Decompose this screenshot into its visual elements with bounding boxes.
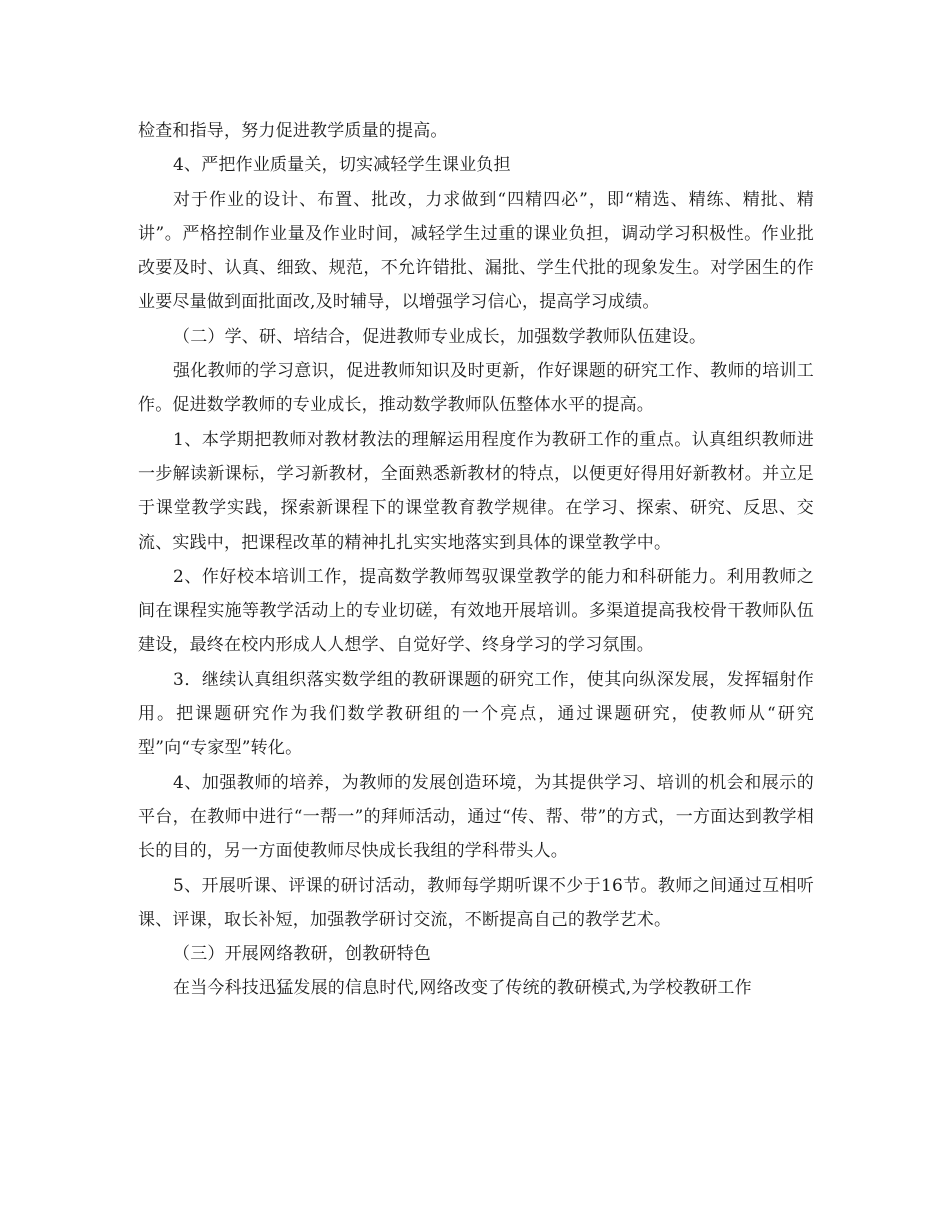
document-body	[138, 114, 814, 1006]
section-heading-teacher-growth: （二）学、研、培结合，促进教师专业成长，加强数学教师队伍建设。	[173, 326, 707, 347]
paragraph-learning-awareness: 强化教师的学习意识，促进教师知识及时更新，作好课题的研究工作、教师的培训工作。促进数学教师的专业成长，推动数学教师队伍整体水平的提高。	[138, 361, 814, 416]
paragraph-item-5: 5、开展听课、评课的研讨活动，教师每学期听课不少于16节。教师之间通过互相听课、评课，取长补短，加强教学研讨交流，不断提高自己的教学艺术。	[138, 875, 814, 930]
section-heading-homework: 4、严把作业质量关，切实减轻学生课业负担	[173, 155, 511, 176]
section-heading-network: （三）开展网络教研，创教研特色	[173, 944, 431, 965]
paragraph-item-1: 1、本学期把教师对教材教法的理解运用程度作为教研工作的重点。认真组织教师进一步解读新课标，学习新教材，全面熟悉新教材的特点，以便更好得用好新教材。并立足于课堂教学实践，探索新课程下的课堂教育教学规律。在学习、探索、研究、反思、交流、实践中，把课程改革的精神扎扎实实地落实到具体的课堂教学中。	[138, 429, 814, 553]
paragraph-item-4: 4、加强教师的培养，为教师的发展创造环境，为其提供学习、培训的机会和展示的平台，在教师中进行“一帮一”的拜师活动，通过“传、帮、带”的方式，一方面达到教学相长的目的，另一方面使教师尽快成长我组的学科带头人。	[138, 772, 814, 862]
paragraph-continuation: 检查和指导，努力促进教学质量的提高。	[138, 121, 448, 141]
paragraph-item-3: 3．继续认真组织落实数学组的教研课题的研究工作，使其向纵深发展，发挥辐射作用。把课题研究作为我们数学教研组的一个亮点，通过课题研究，使教师从“研究型”向“专家型”转化。	[138, 669, 814, 759]
paragraph-homework: 对于作业的设计、布置、批改，力求做到“四精四必”，即“精选、精练、精批、精讲”。严格控制作业量及作业时间，减轻学生过重的课业负担，调动学习积极性。作业批改要及时、认真、细致、规范，不允许错批、漏批、学生代批的现象发生。对学困生的作业要尽量做到面批面改,及时辅导，以增强学习信心，提高学习成绩。	[138, 189, 814, 313]
paragraph-item-2: 2、作好校本培训工作，提高数学教师驾驭课堂教学的能力和科研能力。利用教师之间在课程实施等教学活动上的专业切磋，有效地开展培训。多渠道提高我校骨干教师队伍建设，最终在校内形成人人想学、自觉好学、终身学习的学习氛围。	[138, 566, 814, 656]
paragraph-network: 在当今科技迅猛发展的信息时代,网络改变了传统的教研模式,为学校教研工作	[173, 978, 752, 999]
